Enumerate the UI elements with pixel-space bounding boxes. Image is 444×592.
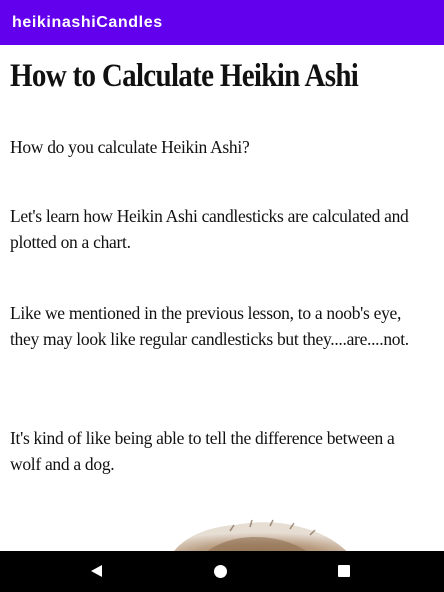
page-title: How to Calculate Heikin Ashi: [10, 58, 359, 94]
app-title: heikinashiCandles: [12, 13, 163, 31]
app-bar: [0, 0, 444, 45]
article-paragraph: It's kind of like being able to tell the difference between a wolf and a dog.: [10, 428, 395, 474]
recents-icon[interactable]: [330, 559, 358, 583]
article-content[interactable]: [0, 45, 444, 551]
back-icon[interactable]: [82, 559, 110, 583]
article-paragraph: Let's learn how Heikin Ashi candlesticks are calculated and plotted on a chart.: [10, 206, 409, 252]
article-paragraph: Like we mentioned in the previous lesson, to a noob's eye, they may look like regular candlesticks but they....are....not.: [10, 303, 409, 349]
home-icon[interactable]: [206, 559, 234, 583]
system-nav-bar: [0, 551, 444, 592]
wolf-dog-image: [160, 517, 360, 551]
article-paragraph: How do you calculate Heikin Ashi?: [10, 137, 250, 157]
